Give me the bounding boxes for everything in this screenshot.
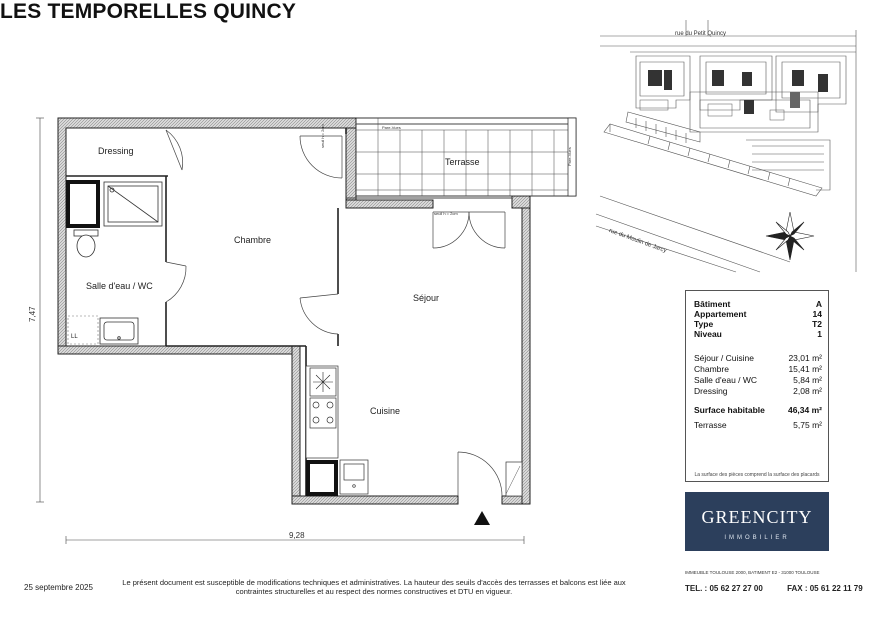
pare-vues-annotation-top: Pare-Vues [382,125,401,130]
apartment-info-box: Bâtiment A Appartement 14 Type T2 Niveau 1 Séjour / Cuisine 23,01 m² Chambre 15,41 m² Salle d'eau / WC 5,84 m² Dressing 2,08 m² Surface habitable 46,34 m² Terrasse 5,75 m² La surface des pièces comprend la surface des placards [685,290,829,482]
dimension-height: 7,47 [28,306,37,322]
street-label-top: rue du Petit Quincy [675,31,727,37]
dimension-width: 9,28 [289,531,305,540]
street-label-bottom: rue du Moulin de Jarcy [607,228,668,255]
room-label-chambre: Chambre [234,235,272,245]
room-label-cuisine: Cuisine [370,406,401,416]
pare-vues-annotation-side: Pare-Vues [567,147,572,166]
logo-subtitle: IMMOBILIER [724,535,790,541]
seuil-annotation-sejour: seuil h = 2cm [434,211,458,216]
page-title: LES TEMPORELLES QUINCY [0,0,297,23]
disclaimer-text: Le présent document est susceptible de modifications techniques et administratives. La hauteur des seuils d'accès des terrasses et balcons est liée aux contraintes structurelles et au respect des normes constructives et DTU en vigueur. [122,578,626,596]
contact-phones [685,584,863,593]
room-label-ll: LL [71,334,78,340]
room-label-terrasse: Terrasse [445,157,480,167]
fax-number: FAX : 05 61 22 11 79 [787,584,863,593]
greencity-logo [685,492,829,551]
compass-rose-icon [766,212,814,260]
phone-number: TEL. : 05 62 27 27 00 [685,584,763,593]
surface-note: La surface des pièces comprend la surface des placards [694,472,820,478]
logo-text-city: CITY [766,507,813,527]
logo-text-green: GREEN [701,507,767,527]
room-label-salle-eau: Salle d'eau / WC [86,281,153,291]
room-label-dressing: Dressing [98,146,134,156]
company-address: IMMEUBLE TOULOUSE 2000, BATIMENT E2 - 31000 TOULOUSE [685,570,820,575]
room-label-sejour: Séjour [413,293,440,303]
document-date: 25 septembre 2025 [24,583,93,592]
seuil-annotation-chambre: seuil h = 2cm [320,124,325,148]
